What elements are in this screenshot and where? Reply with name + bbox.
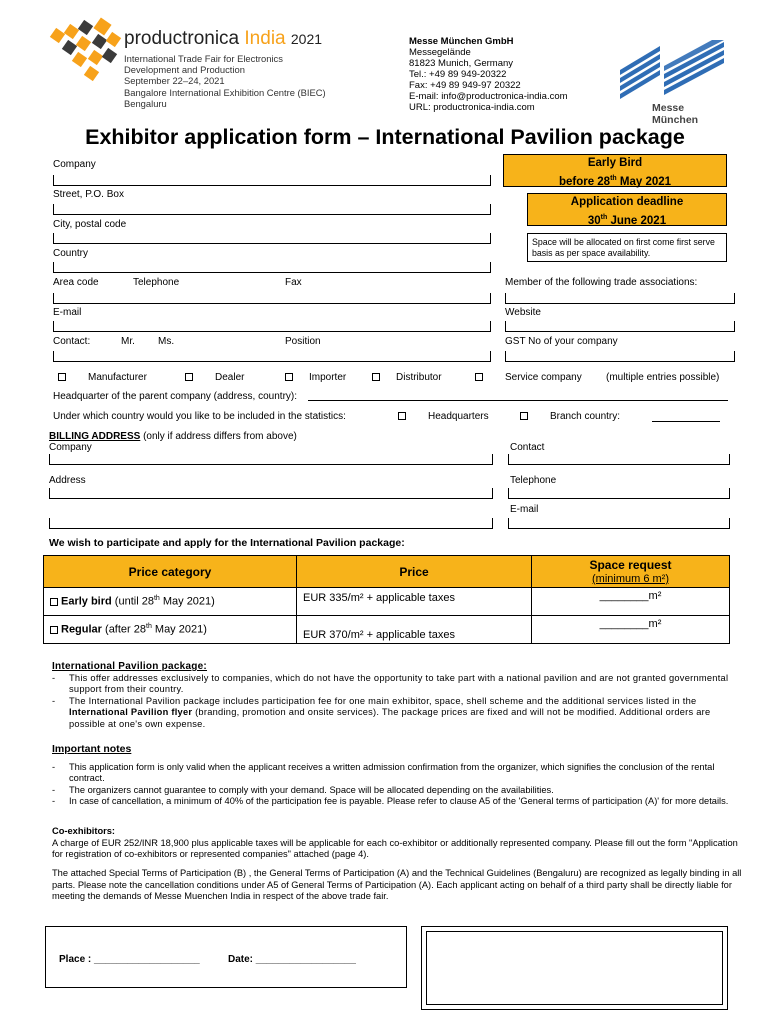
email-label: E-mail — [53, 307, 82, 318]
org-name: Messe München GmbH — [409, 36, 514, 47]
type-manufacturer[interactable]: Manufacturer — [58, 372, 147, 383]
early-bird-price: EUR 335/m² + applicable taxes — [297, 588, 532, 616]
signature-area[interactable] — [426, 931, 723, 1005]
organizer-address — [409, 36, 568, 113]
type-service[interactable]: Service company — [475, 372, 582, 383]
org-line: E-mail: info@productronica-india.com — [409, 91, 568, 102]
early-bird-box — [503, 154, 727, 187]
messe-logo-graphic — [612, 40, 732, 102]
deadline-line2: 30th June 2021 — [587, 214, 667, 227]
trade-assoc-field[interactable] — [505, 293, 735, 304]
regular-category[interactable]: Regular (after 28th May 2021) — [44, 616, 297, 644]
branch-country-line[interactable] — [652, 421, 720, 422]
event-line: Bengaluru — [124, 97, 167, 109]
email-field[interactable] — [53, 321, 491, 332]
checkbox-icon[interactable] — [475, 373, 483, 381]
pavilion-item: - The International Pavilion package includes participation fee for one main exhibitor, space, shell scheme and the additional services listed in the International Pavilion flyer (branding, promotion and onsite services). The package prices are fixed and will not be modified. Additional orders are possible at one's own expense. — [52, 695, 711, 729]
type-importer[interactable]: Importer — [285, 372, 346, 383]
space-note: Space will be allocated on first come first serve basis as per space availability. — [527, 233, 727, 262]
org-line: Tel.: +49 89 949-20322 — [409, 69, 507, 80]
pavilion-item: - This offer addresses exclusively to companies, which do not have the opportunity to take part with a national pavilion and are not granted governmental support from their country. — [52, 672, 729, 695]
pavilion-heading: International Pavilion package: — [52, 661, 208, 672]
participate-heading: We wish to participate and apply for the International Pavilion package: — [49, 537, 405, 549]
country-label: Country — [53, 248, 89, 259]
logo-year: 2021 — [290, 31, 323, 47]
billing-telephone-label: Telephone — [510, 475, 557, 486]
billing-company-field[interactable] — [49, 454, 493, 465]
terms-text: The attached Special Terms of Participation (B) , the General Terms of Participation (A) and the Technical Guidelines (Bengaluru) are recognized as legally binding in all parts. Please note the cancellation conditions under A5 of General Terms of Participation (A). Each applicant acting on behalf of a third party shall be directly liable for meeting the demands of Messe Muenchen India in respect of the above trade fair. — [52, 868, 742, 902]
checkbox-icon[interactable] — [398, 412, 406, 420]
regular-price: EUR 370/m² + applicable taxes — [297, 616, 532, 644]
event-info — [124, 53, 326, 109]
event-line: September 22–24, 2021 — [124, 75, 225, 87]
phone-fax-field[interactable] — [53, 293, 491, 304]
billing-address-field-2[interactable] — [49, 518, 493, 529]
event-line: Development and Production — [124, 64, 245, 76]
note-item: - The organizers cannot guarantee to comply with your demand. Space will be allocated depending on the availabilities. — [52, 784, 554, 795]
stats-branch[interactable]: Branch country: — [520, 411, 620, 422]
pavilion-section — [52, 661, 732, 731]
col-space-title: Space request — [589, 557, 672, 572]
early-bird-line1: Early Bird — [587, 157, 643, 169]
deadline-box — [527, 193, 727, 226]
checkbox-icon[interactable] — [520, 412, 528, 420]
position-label: Position — [285, 336, 321, 347]
billing-heading: BILLING ADDRESS (only if address differs from above) — [49, 431, 297, 442]
website-label: Website — [505, 307, 541, 318]
place-date-box — [45, 926, 407, 988]
note-item: - This application form is only valid when the applicant receives a written admission confirmation from the organizer, which signifies the conclusion of the rental contract. — [52, 761, 715, 784]
org-line: Messegelände — [409, 47, 471, 58]
billing-address-field[interactable] — [49, 488, 493, 499]
col-space-note: (minimum 6 m²) — [592, 572, 669, 585]
messe-muenchen-logo — [612, 40, 732, 126]
checkbox-icon[interactable] — [50, 626, 58, 634]
billing-address-label: Address — [49, 475, 86, 486]
early-bird-line2: before 28th May 2021 — [558, 175, 672, 188]
type-distributor[interactable]: Distributor — [372, 372, 442, 383]
event-line: Bangalore International Exhibition Centre (BIEC) — [124, 86, 326, 98]
checkbox-icon[interactable] — [285, 373, 293, 381]
ms-label[interactable]: Ms. — [158, 336, 175, 347]
date-field[interactable]: Date: __________________ — [228, 954, 356, 965]
parent-hq-line[interactable] — [308, 400, 728, 401]
company-label: Company — [53, 159, 96, 170]
multiple-note: (multiple entries possible) — [606, 372, 720, 383]
org-line: Fax: +49 89 949-97 20322 — [409, 80, 521, 91]
event-line: International Trade Fair for Electronics — [124, 53, 283, 64]
coex-section — [52, 826, 742, 861]
telephone-label: Telephone — [133, 277, 180, 288]
col-space — [532, 556, 730, 588]
logo-city: India — [244, 28, 286, 49]
billing-telephone-field[interactable] — [508, 488, 730, 499]
area-code-label: Area code — [53, 277, 99, 288]
price-table — [43, 555, 730, 644]
company-field[interactable] — [53, 175, 491, 186]
billing-contact-field[interactable] — [508, 454, 730, 465]
gst-label: GST No of your company — [505, 336, 618, 347]
fax-label: Fax — [285, 277, 302, 288]
gst-field[interactable] — [505, 351, 735, 362]
page-title: Exhibitor application form – International Pavilion package — [85, 125, 685, 149]
place-field[interactable]: Place : ___________________ — [59, 954, 200, 965]
deadline-line1: Application deadline — [570, 196, 684, 208]
contact-label: Contact: — [53, 336, 91, 347]
col-price: Price — [297, 556, 532, 588]
contact-field[interactable] — [53, 351, 491, 362]
logo-wordmark — [124, 28, 322, 50]
stats-question: Under which country would you like to be included in the statistics: — [53, 411, 346, 422]
table-row — [44, 616, 730, 644]
street-label: Street, P.O. Box — [53, 189, 124, 200]
org-line: URL: productronica-india.com — [409, 102, 535, 113]
stats-headquarters[interactable]: Headquarters — [398, 411, 489, 422]
col-category: Price category — [44, 556, 297, 588]
note-item: - In case of cancellation, a minimum of 40% of the participation fee is payable. Please refer to clause A5 of the 'General terms of participation (A)' for more details. — [52, 796, 729, 807]
city-label: City, postal code — [53, 219, 127, 230]
early-bird-space[interactable]: ________m² — [532, 588, 730, 616]
logo-name: productronica — [124, 28, 240, 49]
billing-company-label: Company — [49, 442, 92, 453]
mr-label[interactable]: Mr. — [121, 336, 135, 347]
website-field[interactable] — [505, 321, 735, 332]
billing-email-label: E-mail — [510, 504, 539, 515]
notes-heading: Important notes — [52, 743, 132, 755]
coex-heading: Co-exhibitors: — [52, 826, 116, 836]
regular-space[interactable]: ________m² — [532, 616, 730, 644]
parent-hq-label: Headquarter of the parent company (address, country): — [53, 391, 298, 402]
org-line: 81823 Munich, Germany — [409, 58, 514, 69]
billing-contact-label: Contact — [510, 442, 545, 453]
productronica-logo — [46, 18, 126, 88]
messe-logo-text: Messe München — [652, 102, 699, 126]
billing-email-field[interactable] — [508, 518, 730, 529]
notes-section — [52, 744, 732, 808]
price-table-header — [44, 556, 730, 588]
street-field[interactable] — [53, 204, 491, 215]
checkbox-icon[interactable] — [50, 598, 58, 606]
checkbox-icon[interactable] — [185, 373, 193, 381]
checkbox-icon[interactable] — [372, 373, 380, 381]
trade-assoc-label: Member of the following trade associations: — [505, 277, 698, 288]
checkbox-icon[interactable] — [58, 373, 66, 381]
country-field[interactable] — [53, 262, 491, 273]
table-row — [44, 588, 730, 616]
coex-text: A charge of EUR 252/INR 18,900 plus applicable taxes will be applicable for each co-exhibitor or additionally represented company. Please fill out the form "Application for registration of co-exhibitors or represented companies" attached (page 4). — [52, 837, 738, 860]
city-field[interactable] — [53, 233, 491, 244]
signature-box[interactable] — [421, 926, 728, 1010]
type-dealer[interactable]: Dealer — [185, 372, 244, 383]
early-bird-category[interactable]: Early bird (until 28th May 2021) — [44, 588, 297, 616]
